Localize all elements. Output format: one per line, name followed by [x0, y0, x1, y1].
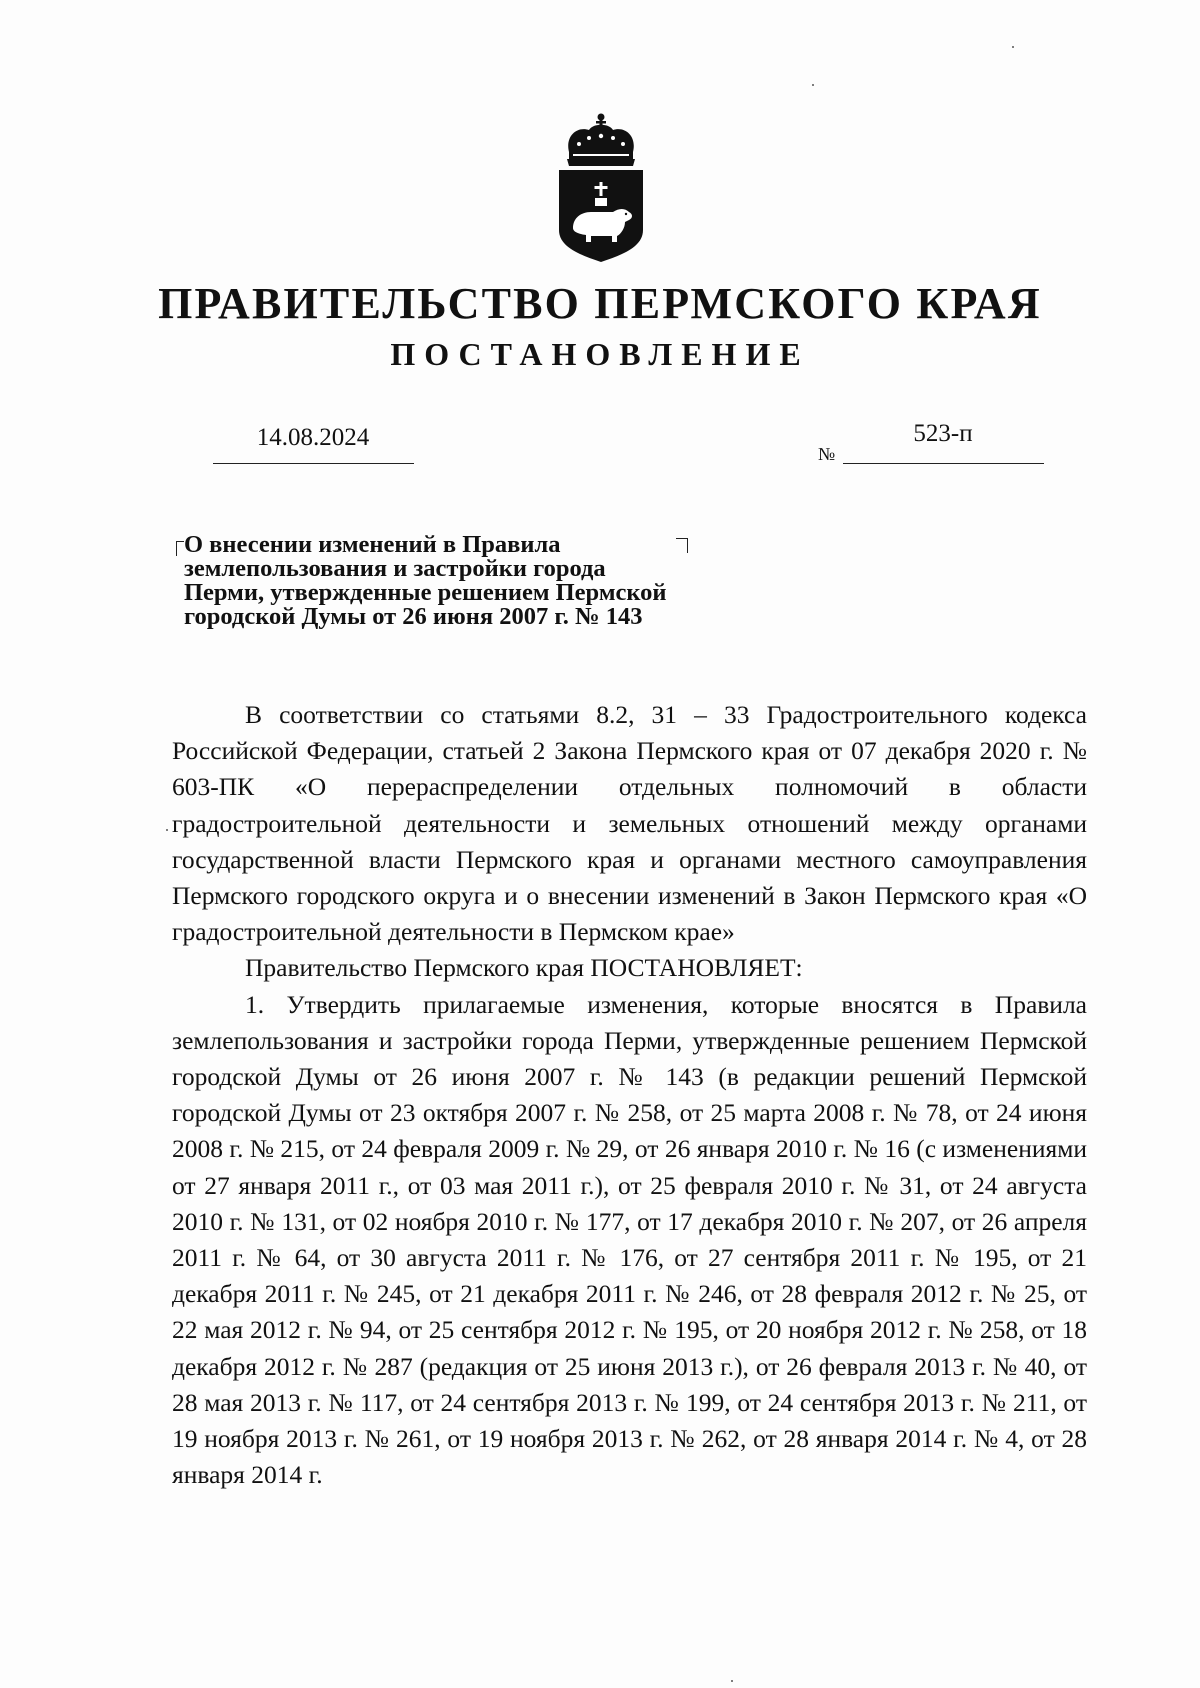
coat-of-arms-icon [555, 112, 647, 264]
number-underline [843, 463, 1044, 464]
scan-speck [731, 1680, 733, 1682]
date-underline [213, 463, 414, 464]
preamble-paragraph: В соответствии со статьями 8.2, 31 – 33 Градостроительного кодекса Российской Федерации, статьей 2 Закона Пермского края от 07 декабря 2020 г. № 603-ПК «О перераспределении отдельных полномочий в области градостроительной деятельности и земельных отношений между органами государственной власти Пермского края и органами местного самоуправления Пермского городского округа и о внесении изменений в Закон Пермского края «О градостроительной деятельности в Пермском крае» [172, 700, 1087, 947]
document-type: ПОСТАНОВЛЕНИЕ [390, 336, 810, 372]
scan-speck [1012, 46, 1014, 48]
number-sign: № [818, 444, 836, 464]
document-subject [184, 533, 744, 629]
organization-title: ПРАВИТЕЛЬСТВО ПЕРМСКОГО КРАЯ [158, 279, 1042, 328]
subject-line: Перми, утвержденные решением Пермской [184, 579, 667, 606]
item-1-paragraph: 1. Утвердить прилагаемые изменения, которые вносятся в Правила землепользования и застройки города Перми, утвержденные решением Пермской городской Думы от 26 июня 2007 г. № 143 (в редакции решений Пермской городской Думы от 23 октября 2007 г. № 258, от 25 марта 2008 г. № 78, от 24 июня 2008 г. № 215, от 24 февраля 2009 г. № 29, от 26 января 2010 г. № 16 (с изменениями от 27 января 2011 г., от 03 мая 2011 г.), от 25 февраля 2010 г. № 31, от 24 августа 2010 г. № 131, от 02 ноября 2010 г. № 177, от 17 декабря 2010 г. № 207, от 26 апреля 2011 г. № 64, от 30 августа 2011 г. № 176, от 27 сентября 2011 г. № 195, от 21 декабря 2011 г. № 245, от 21 декабря 2011 г. № 246, от 28 февраля 2012 г. № 25, от 22 мая 2012 г. № 94, от 25 сентября 2012 г. № 195, от 20 ноября 2012 г. № 258, от 18 декабря 2012 г. № 287 (редакция от 25 июня 2013 г.), от 26 февраля 2013 г. № 40, от 28 мая 2013 г. № 117, от 24 сентября 2013 г. № 199, от 24 сентября 2013 г. № 211, от 19 ноября 2013 г. № 261, от 19 ноября 2013 г. № 262, от 28 января 2014 г. № 4, от 28 января 2014 г. [172, 989, 1087, 1490]
document-body [172, 697, 1087, 1493]
document-date: 14.08.2024 [256, 424, 370, 451]
subject-left-bracket [176, 541, 184, 556]
subject-line: городской Думы от 26 июня 2007 г. № 143 [184, 603, 643, 630]
subject-line: землепользования и застройки города [184, 555, 606, 582]
scan-speck [166, 829, 168, 831]
document-number: 523-п [913, 420, 973, 447]
subject-line: О внесении изменений в Правила [184, 531, 561, 558]
scan-speck [812, 84, 814, 86]
resolve-paragraph: Правительство Пермского края ПОСТАНОВЛЯЕТ: [245, 953, 803, 983]
